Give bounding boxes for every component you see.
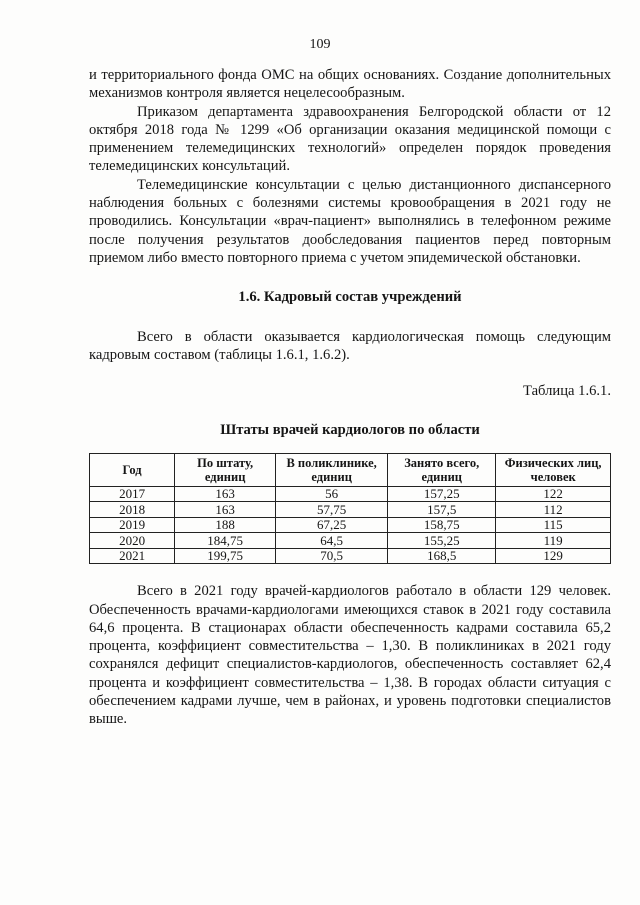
table-title: Штаты врачей кардиологов по области bbox=[220, 422, 480, 439]
cell-polyclinic: 57,75 bbox=[276, 502, 388, 518]
cell-polyclinic: 56 bbox=[276, 486, 388, 502]
cell-persons: 129 bbox=[496, 548, 611, 564]
cell-staff-positions: 184,75 bbox=[175, 533, 276, 549]
cell-polyclinic: 64,5 bbox=[276, 533, 388, 549]
cell-occupied: 168,5 bbox=[388, 548, 496, 564]
header-staff-positions: По штату, единиц bbox=[175, 453, 276, 486]
cell-polyclinic: 67,25 bbox=[276, 517, 388, 533]
cell-occupied: 157,25 bbox=[388, 486, 496, 502]
cell-year: 2021 bbox=[90, 548, 175, 564]
cell-year: 2017 bbox=[90, 486, 175, 502]
section-heading: 1.6. Кадровый состав учреждений bbox=[238, 289, 462, 306]
cell-polyclinic: 70,5 bbox=[276, 548, 388, 564]
header-polyclinic: В поликлинике, единиц bbox=[276, 453, 388, 486]
staff-table bbox=[89, 453, 611, 565]
cell-staff-positions: 163 bbox=[175, 486, 276, 502]
page-number: 109 bbox=[309, 37, 331, 52]
table-row bbox=[90, 502, 611, 518]
table-row bbox=[90, 486, 611, 502]
cell-persons: 119 bbox=[496, 533, 611, 549]
cell-staff-positions: 199,75 bbox=[175, 548, 276, 564]
cell-occupied: 157,5 bbox=[388, 502, 496, 518]
header-year: Год bbox=[90, 453, 175, 486]
paragraph-staffing-summary: Всего в 2021 году врачей-кардиологов работало в области 129 человек. Обеспеченность врачами-кардиологами имеющихся ставок в 2021 году составила 64,6 процента. В стационарах области обеспеченность кадрами составила 65,2 процента, коэффициент совместительства – 1,30. В поликлиниках в 2021 году сохранялся дефицит специалистов-кардиологов, обеспеченность составляет 62,4 процента и коэффициент совместительства – 1,38. В городах области ситуация с обеспечением кадрами лучше, чем в районах, и уровень подготовки специалистов выше. bbox=[89, 583, 611, 728]
table-row bbox=[90, 548, 611, 564]
cell-persons: 112 bbox=[496, 502, 611, 518]
cell-staff-positions: 188 bbox=[175, 517, 276, 533]
paragraph-telemedicine: Телемедицинские консультации с целью дистанционного диспансерного наблюдения больных с болезнями системы кровообращения в 2021 году не проводились. Консультации «врач-пациент» выполнялись в телефонном режиме после получения результатов дообследования пациентов перед повторным приемом либо вместо повторного приема с учетом эпидемической обстановки. bbox=[89, 176, 611, 266]
cell-year: 2018 bbox=[90, 502, 175, 518]
header-occupied: Занято всего, единиц bbox=[388, 453, 496, 486]
paragraph-continuation: и территориального фонда ОМС на общих основаниях. Создание дополнительных механизмов контроля является нецелесообразным. bbox=[89, 67, 611, 102]
paragraph-order: Приказом департамента здравоохранения Белгородской области от 12 октября 2018 года № 1299 «Об организации оказания медицинской помощи с применением телемедицинских технологий» определен порядок проведения телемедицинских консультаций. bbox=[89, 103, 611, 175]
table-row bbox=[90, 517, 611, 533]
cell-persons: 115 bbox=[496, 517, 611, 533]
cell-occupied: 158,75 bbox=[388, 517, 496, 533]
cell-year: 2019 bbox=[90, 517, 175, 533]
table-row bbox=[90, 533, 611, 549]
cell-year: 2020 bbox=[90, 533, 175, 549]
table-header-row bbox=[90, 453, 611, 486]
table-caption: Таблица 1.6.1. bbox=[523, 383, 611, 400]
cell-occupied: 155,25 bbox=[388, 533, 496, 549]
cell-persons: 122 bbox=[496, 486, 611, 502]
section-intro: Всего в области оказывается кардиологическая помощь следующим кадровым составом (таблицы 1.6.1, 1.6.2). bbox=[89, 328, 611, 363]
cell-staff-positions: 163 bbox=[175, 502, 276, 518]
header-persons: Физических лиц, человек bbox=[496, 453, 611, 486]
document-body bbox=[89, 66, 611, 729]
